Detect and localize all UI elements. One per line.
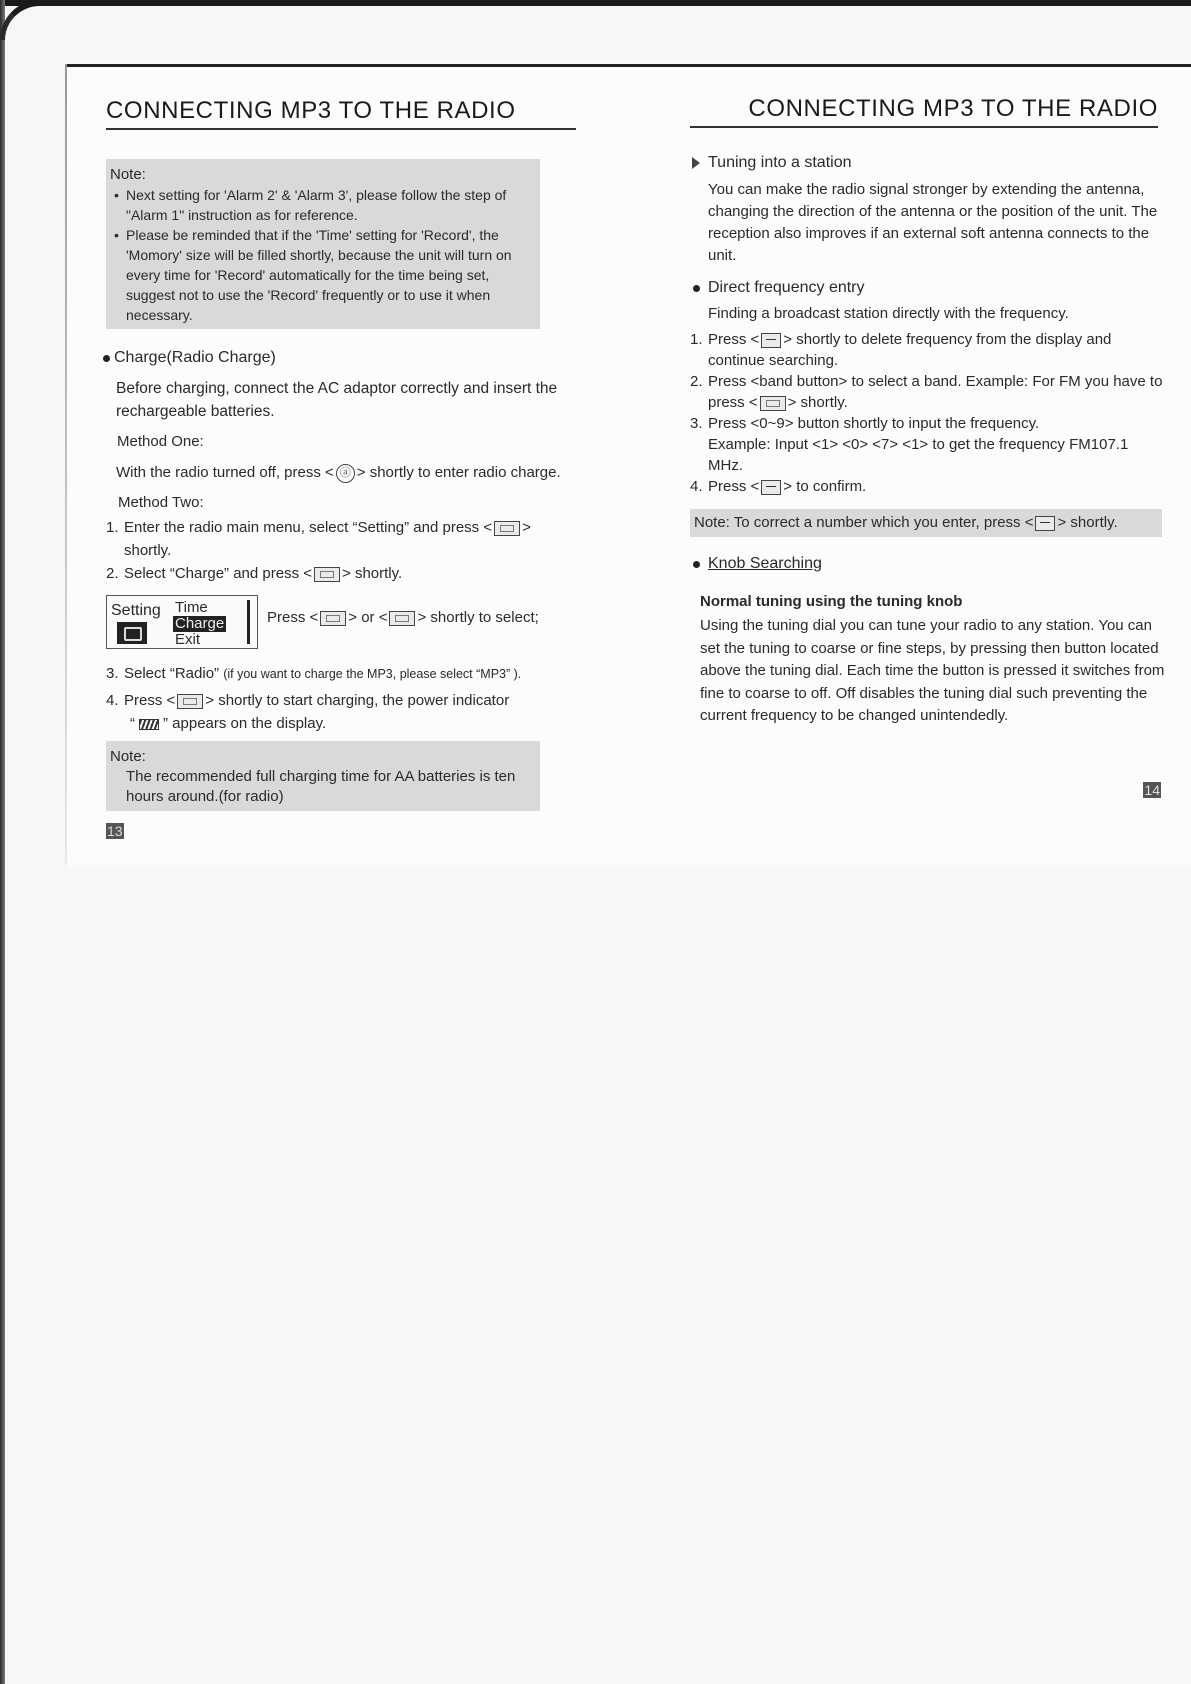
lcd-setting-icon [117, 622, 147, 644]
r-step-4-text-a: Press < [708, 478, 760, 495]
correct-note-text-a: Note: To correct a number which you enter, press < [694, 514, 1034, 531]
charge-heading: Charge(Radio Charge) [100, 347, 581, 369]
note-label: Note: [110, 166, 146, 183]
r-step-2-text-a: Press <band button> to select a band. Example: For FM you have to press < [708, 373, 1163, 411]
method-two-label: Method Two: [118, 494, 204, 511]
scan-left-edge [0, 0, 5, 1684]
r-step-4-text-b: > to confirm. [783, 478, 867, 495]
r-step-1-text-a: Press < [708, 331, 760, 348]
method-one-text-b: > shortly to enter radio charge. [356, 464, 561, 481]
enter-key-icon [761, 480, 781, 495]
step-2-text-b: > shortly. [342, 565, 403, 582]
alarm-note-box [106, 159, 540, 329]
method-two-steps [106, 516, 581, 585]
charge-step-3 [106, 663, 581, 685]
left-page-number: 13 [107, 823, 123, 839]
step-1-text-a: Enter the radio main menu, select “Setting” and press < [124, 519, 493, 536]
lcd-row [106, 595, 581, 649]
step-number: 2. [690, 373, 703, 390]
note-item: • Please be reminded that if the 'Time' setting for 'Record', the 'Momory' size will be filled shortly, because the unit will turn on every time for 'Record' automatically for the time being set, suggest not to use the 'Record' frequently or to use it when necessary. [110, 225, 534, 325]
step-4-text-c: ” appears on the display. [163, 715, 327, 732]
normal-tuning-heading: Normal tuning using the tuning knob [700, 593, 963, 610]
knob-searching-label: Knob Searching [708, 555, 822, 572]
step-number: 4. [690, 478, 703, 495]
charging-time-note [106, 741, 540, 811]
step-2-text-a: Select “Charge” and press < [124, 565, 313, 582]
menu-key-icon [177, 694, 203, 709]
lcd-caption [267, 607, 539, 629]
next-key-icon [389, 611, 415, 626]
step-number: 1. [106, 519, 119, 536]
charge-steps-continued [106, 663, 581, 735]
step-3-text-a: Select “Radio” [124, 665, 220, 682]
knob-searching-heading [690, 553, 1165, 575]
step-4-text-a: Press < [124, 692, 176, 709]
lcd-caption-a: Press < [267, 609, 319, 626]
step-number: 3. [690, 415, 703, 432]
method-two-step-1 [106, 516, 581, 562]
left-page-title: CONNECTING MP3 TO THE RADIO [106, 100, 576, 130]
direct-step-4 [690, 476, 1165, 497]
back-key-icon [1035, 516, 1055, 531]
method-two-step-2 [106, 563, 581, 585]
lcd-caption-c: > shortly to select; [417, 609, 539, 626]
lcd-display-illustration [106, 595, 258, 649]
normal-tuning-text: Using the tuning dial you can tune your radio to any station. You can set the tuning to coarse or fine steps, by pressing then button located above the tuning dial. Each time the button is pressed it switches from fine to coarse to off. Off disables the tuning dial such preventing the current frequency to be changed unintendedly. [700, 617, 1165, 724]
charge-step-4 [106, 689, 581, 735]
note-label: Note: [110, 748, 146, 765]
direct-frequency-intro: Finding a broadcast station directly with the frequency. [708, 305, 1069, 322]
lcd-scrollbar [247, 600, 250, 644]
charging-time-text: The recommended full charging time for AA batteries is ten hours around.(for radio) [126, 768, 516, 805]
right-page-number: 14 [1144, 781, 1160, 798]
lcd-menu [173, 600, 226, 648]
r-step-3-text-b: Example: Input <1> <0> <7> <1> to get the frequency FM107.1 MHz. [708, 436, 1129, 474]
step-number: 2. [106, 565, 119, 582]
band-key-icon [760, 396, 786, 411]
scan-top-edge [0, 0, 1191, 6]
step-4-quote-open: “ [130, 715, 135, 732]
lcd-menu-item: Time [175, 599, 208, 616]
direct-step-1 [690, 329, 1165, 371]
lcd-menu-item: Exit [175, 631, 201, 648]
method-one-text [106, 461, 581, 484]
step-1-text-b: > shortly. [124, 519, 531, 559]
right-page-number-wrap [690, 780, 1165, 802]
direct-frequency-steps [690, 329, 1165, 497]
prev-key-icon [320, 611, 346, 626]
enter-key-icon [761, 333, 781, 348]
step-number: 4. [106, 692, 119, 709]
right-page-title: CONNECTING MP3 TO THE RADIO [690, 98, 1158, 128]
tuning-text: You can make the radio signal stronger by extending the antenna, changing the direction of the antenna or the position of the unit. The reception also improves if an external soft antenna connects to the unit. [708, 181, 1158, 264]
right-page [690, 95, 1165, 802]
note-list [110, 185, 534, 325]
note-item: • Next setting for 'Alarm 2' & 'Alarm 3', please follow the step of "Alarm 1" instruction as for reference. [110, 185, 534, 225]
correct-note-text-b: > shortly. [1057, 514, 1118, 531]
menu-key-icon [494, 521, 520, 536]
method-one-text-a: With the radio turned off, press < [116, 464, 334, 481]
scan-corner [0, 0, 60, 40]
battery-icon [139, 719, 159, 730]
step-number: 1. [690, 331, 703, 348]
left-page-number-wrap [106, 821, 581, 843]
r-step-2-text-b: > shortly. [787, 394, 848, 411]
menu-key-icon [314, 567, 340, 582]
method-one-label: Method One: [117, 433, 204, 450]
correct-number-note [690, 509, 1162, 537]
left-page [106, 97, 581, 843]
charge-intro: Before charging, connect the AC adaptor correctly and insert the rechargeable batteries. [116, 380, 558, 420]
lcd-setting-label: Setting [111, 602, 161, 619]
page-left-edge [65, 64, 67, 864]
step-4-text-b: > shortly to start charging, the power indicator [205, 692, 510, 709]
step-3-text-b: (if you want to charge the MP3, please select “MP3” ). [223, 667, 522, 681]
step-number: 3. [106, 665, 119, 682]
r-step-1-text-b: > shortly to delete frequency from the display and continue searching. [708, 331, 1112, 369]
radio-charge-key-icon: ⓐ [336, 464, 355, 483]
lcd-menu-item-selected: Charge [175, 615, 225, 632]
direct-step-2 [690, 371, 1165, 413]
tuning-heading: Tuning into a station [690, 152, 1165, 174]
page-top-edge [65, 64, 1191, 67]
lcd-caption-b: > or < [348, 609, 388, 626]
r-step-3-text-a: Press <0~9> button shortly to input the frequency. [708, 415, 1040, 432]
direct-step-3 [690, 413, 1165, 476]
direct-frequency-heading: Direct frequency entry [690, 277, 1165, 299]
